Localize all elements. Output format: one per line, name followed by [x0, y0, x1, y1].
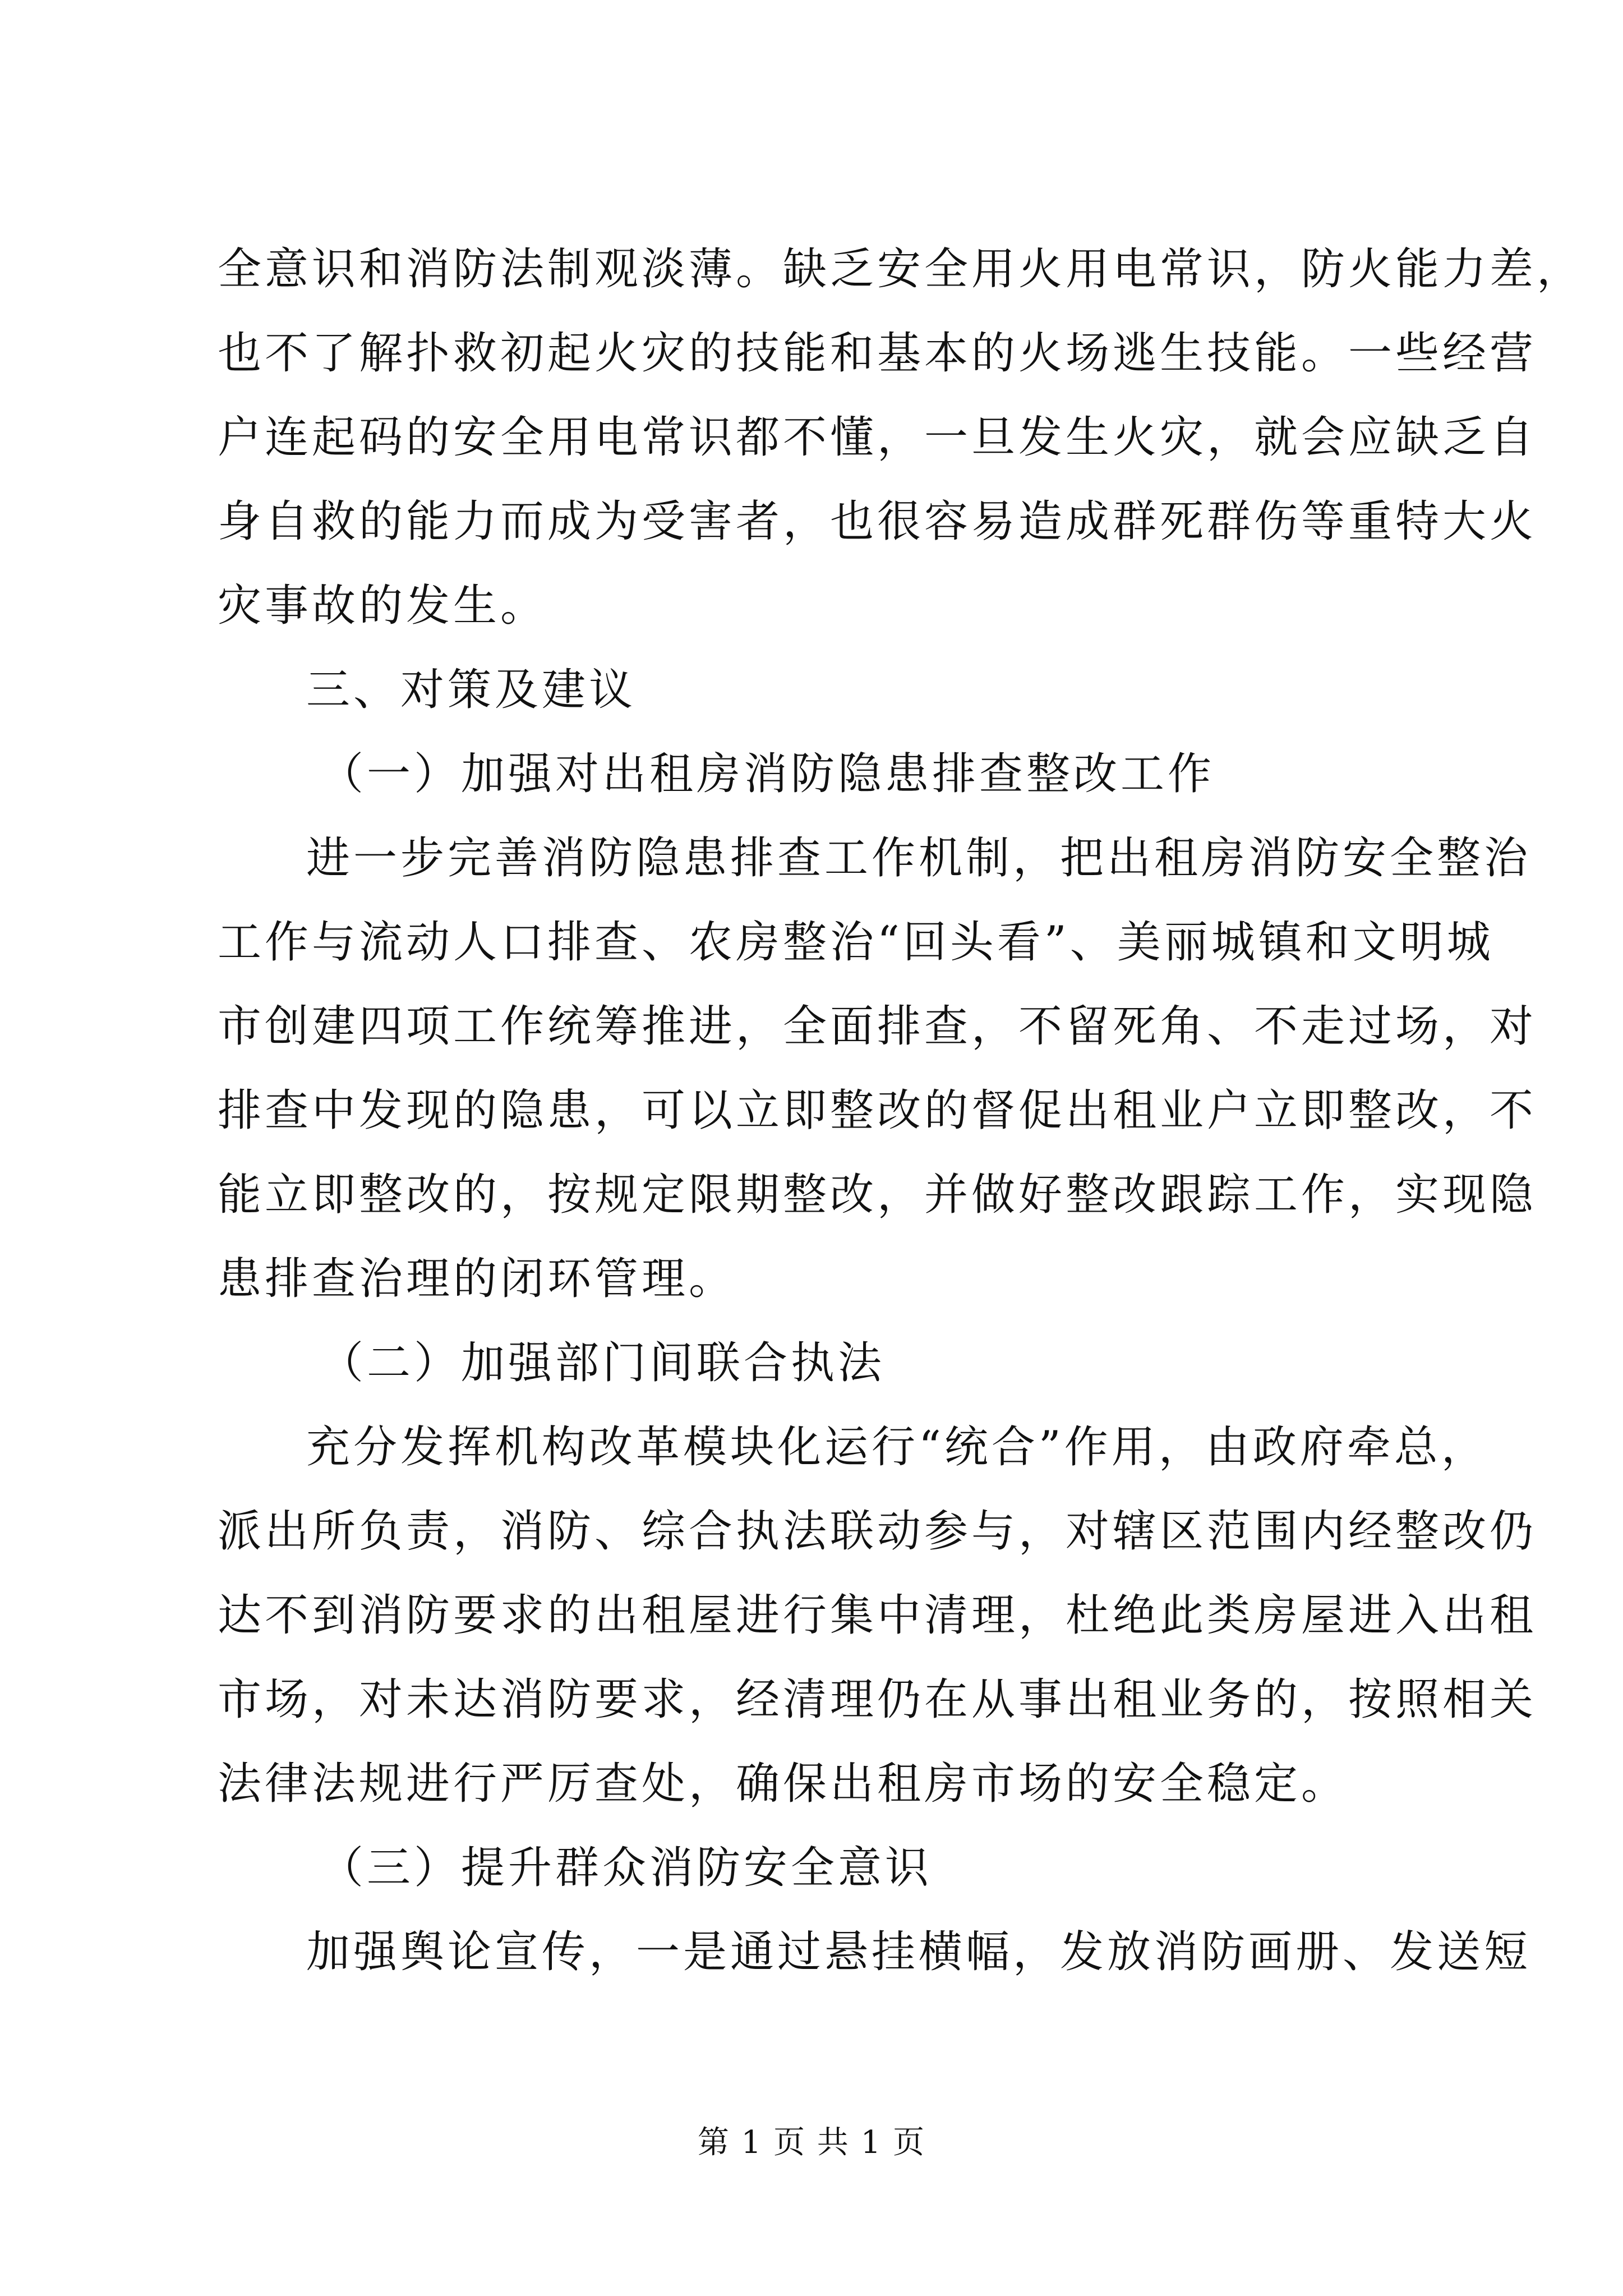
subsection-heading: （二）加强部门间联合执法 [320, 1338, 886, 1388]
body-text-line: 也不了解扑救初起火灾的技能和基本的火场逃生技能。一些经营 [218, 328, 1537, 379]
body-text-line: 灾事故的发生。 [218, 581, 548, 631]
body-text-line: 能立即整改的，按规定限期整改，并做好整改跟踪工作，实现隐 [218, 1170, 1537, 1220]
section-heading: 三、对策及建议 [306, 665, 637, 715]
body-text-line: 患排查治理的闭环管理。 [218, 1254, 736, 1304]
body-text-line: 加强舆论宣传，一是通过悬挂横幅，发放消防画册、发送短 [306, 1927, 1532, 1977]
body-text-line: 全意识和消防法制观淡薄。缺乏安全用火用电常识，防火能力差， [218, 244, 1584, 295]
body-text-line: 排查中发现的隐患，可以立即整改的督促出租业户立即整改，不 [218, 1085, 1537, 1136]
body-text-line: 身自救的能力而成为受害者，也很容易造成群死群伤等重特大火 [218, 496, 1537, 547]
body-text-line: 达不到消防要求的出租屋进行集中清理，杜绝此类房屋进入出租 [218, 1590, 1537, 1641]
body-text-line: 进一步完善消防隐患排查工作机制，把出租房消防安全整治 [306, 833, 1532, 884]
body-text-line: 派出所负责，消防、综合执法联动参与，对辖区范围内经整改仍 [218, 1506, 1537, 1557]
body-text-line: 户连起码的安全用电常识都不懂，一旦发生火灾，就会应缺乏自 [218, 412, 1537, 463]
page-footer: 第 1 页 共 1 页 [697, 2124, 926, 2161]
body-text-line: 法律法规进行严厉查处，确保出租房市场的安全稳定。 [218, 1759, 1349, 1809]
body-text-line: 充分发挥机构改革模块化运行“统合”作用，由政府牵总， [306, 1422, 1488, 1473]
body-text-line: 市创建四项工作统筹推进，全面排查，不留死角、不走过场，对 [218, 1001, 1537, 1052]
body-text-line: 工作与流动人口排查、农房整治“回头看”、美丽城镇和文明城 [218, 917, 1494, 968]
subsection-heading: （三）提升群众消防安全意识 [320, 1843, 933, 1893]
body-text-line: 市场，对未达消防要求，经清理仍在从事出租业务的，按照相关 [218, 1674, 1537, 1725]
subsection-heading: （一）加强对出租房消防隐患排查整改工作 [320, 749, 1215, 799]
